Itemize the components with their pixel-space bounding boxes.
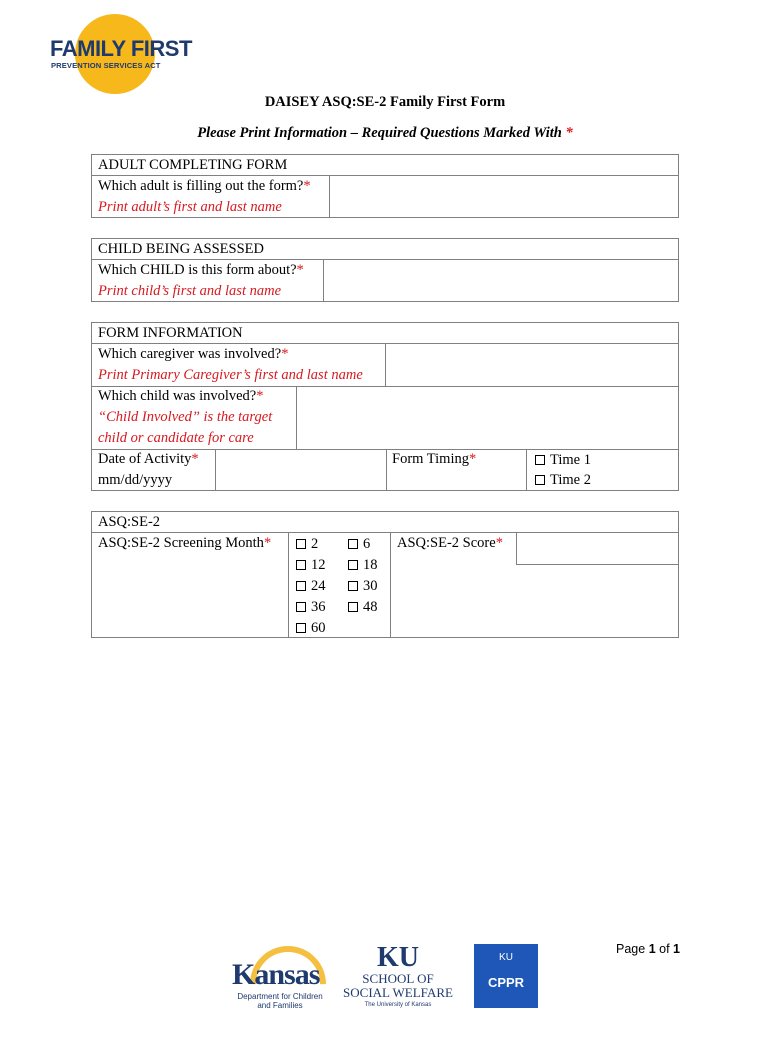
form-title: DAISEY ASQ:SE-2 Family First Form <box>264 94 506 110</box>
month-option-2[interactable]: 2 <box>296 534 318 555</box>
checkbox-icon[interactable] <box>348 539 358 549</box>
checkbox-icon[interactable] <box>296 602 306 612</box>
checkbox-icon[interactable] <box>296 581 306 591</box>
caregiver-name-field[interactable] <box>386 344 678 386</box>
cppr-logo <box>474 944 538 1008</box>
child-section <box>91 238 679 302</box>
checkbox-icon[interactable] <box>348 581 358 591</box>
logo-subtitle: PREVENTION SERVICES ACT <box>51 61 161 70</box>
ku-logo-mark: KU <box>377 942 419 973</box>
ku-logo-line2: SOCIAL WELFARE <box>343 985 453 1000</box>
adult-hint: Print adult’s first and last name <box>98 199 282 215</box>
adult-section <box>91 154 679 218</box>
kansas-dcf-logo <box>228 944 328 1014</box>
child-involved-field[interactable] <box>297 386 678 449</box>
checkbox-icon[interactable] <box>296 539 306 549</box>
screening-month-label: ASQ:SE-2 Screening Month* <box>98 535 272 551</box>
month-option-6[interactable]: 6 <box>348 534 370 555</box>
checkbox-icon[interactable] <box>535 475 545 485</box>
month-option-48[interactable]: 48 <box>348 597 378 618</box>
child-name-field[interactable] <box>324 260 678 302</box>
checkbox-icon[interactable] <box>348 602 358 612</box>
score-field[interactable] <box>517 533 678 564</box>
timing-label: Form Timing* <box>392 451 477 467</box>
checkbox-icon[interactable] <box>296 623 306 633</box>
date-label: Date of Activity* <box>98 451 199 467</box>
adult-section-header: ADULT COMPLETING FORM <box>92 155 678 176</box>
asq-section <box>91 511 679 638</box>
checkbox-icon[interactable] <box>348 560 358 570</box>
info-section <box>91 322 679 491</box>
month-option-24[interactable]: 24 <box>296 576 326 597</box>
kansas-logo-name: Kansas <box>232 958 320 991</box>
asq-section-header: ASQ:SE-2 <box>92 512 678 533</box>
ku-social-welfare-logo <box>342 944 454 1014</box>
caregiver-hint: Print Primary Caregiver’s first and last name <box>98 367 363 383</box>
child-involved-hint-1: “Child Involved” is the target <box>98 409 273 425</box>
kansas-logo-dept: Department for Children and Families <box>237 992 323 1010</box>
child-involved-hint-2: child or candidate for care <box>98 430 254 446</box>
cppr-logo-ku: KU <box>499 952 513 963</box>
month-option-36[interactable]: 36 <box>296 597 326 618</box>
page-number: Page 1 of 1 <box>616 942 680 956</box>
timing-option-1[interactable]: Time 1 <box>535 450 591 471</box>
family-first-logo <box>50 14 192 96</box>
checkbox-icon[interactable] <box>535 455 545 465</box>
month-option-18[interactable]: 18 <box>348 555 378 576</box>
cppr-logo-name: CPPR <box>487 975 525 990</box>
month-option-30[interactable]: 30 <box>348 576 378 597</box>
adult-name-field[interactable] <box>330 176 678 218</box>
ku-logo-line3: The University of Kansas <box>364 1002 432 1008</box>
logo-title: FAMILY FIRST <box>50 36 192 61</box>
child-section-header: CHILD BEING ASSESSED <box>92 239 678 260</box>
ku-logo-line1: SCHOOL OF <box>362 971 434 986</box>
child-involved-question: Which child was involved?* <box>98 388 264 404</box>
caregiver-question: Which caregiver was involved?* <box>98 346 289 362</box>
info-section-header: FORM INFORMATION <box>92 323 678 344</box>
date-format-hint: mm/dd/yyyy <box>98 472 173 488</box>
score-label: ASQ:SE-2 Score* <box>397 535 503 551</box>
child-hint: Print child’s first and last name <box>98 283 282 299</box>
timing-option-2[interactable]: Time 2 <box>535 470 591 491</box>
checkbox-icon[interactable] <box>296 560 306 570</box>
form-subtitle: Please Print Information – Required Questions Marked With * <box>197 125 573 141</box>
date-field[interactable] <box>216 449 386 491</box>
month-option-12[interactable]: 12 <box>296 555 326 576</box>
child-question: Which CHILD is this form about?* <box>98 262 304 278</box>
adult-question: Which adult is filling out the form?* <box>98 178 311 194</box>
month-option-60[interactable]: 60 <box>296 618 326 639</box>
